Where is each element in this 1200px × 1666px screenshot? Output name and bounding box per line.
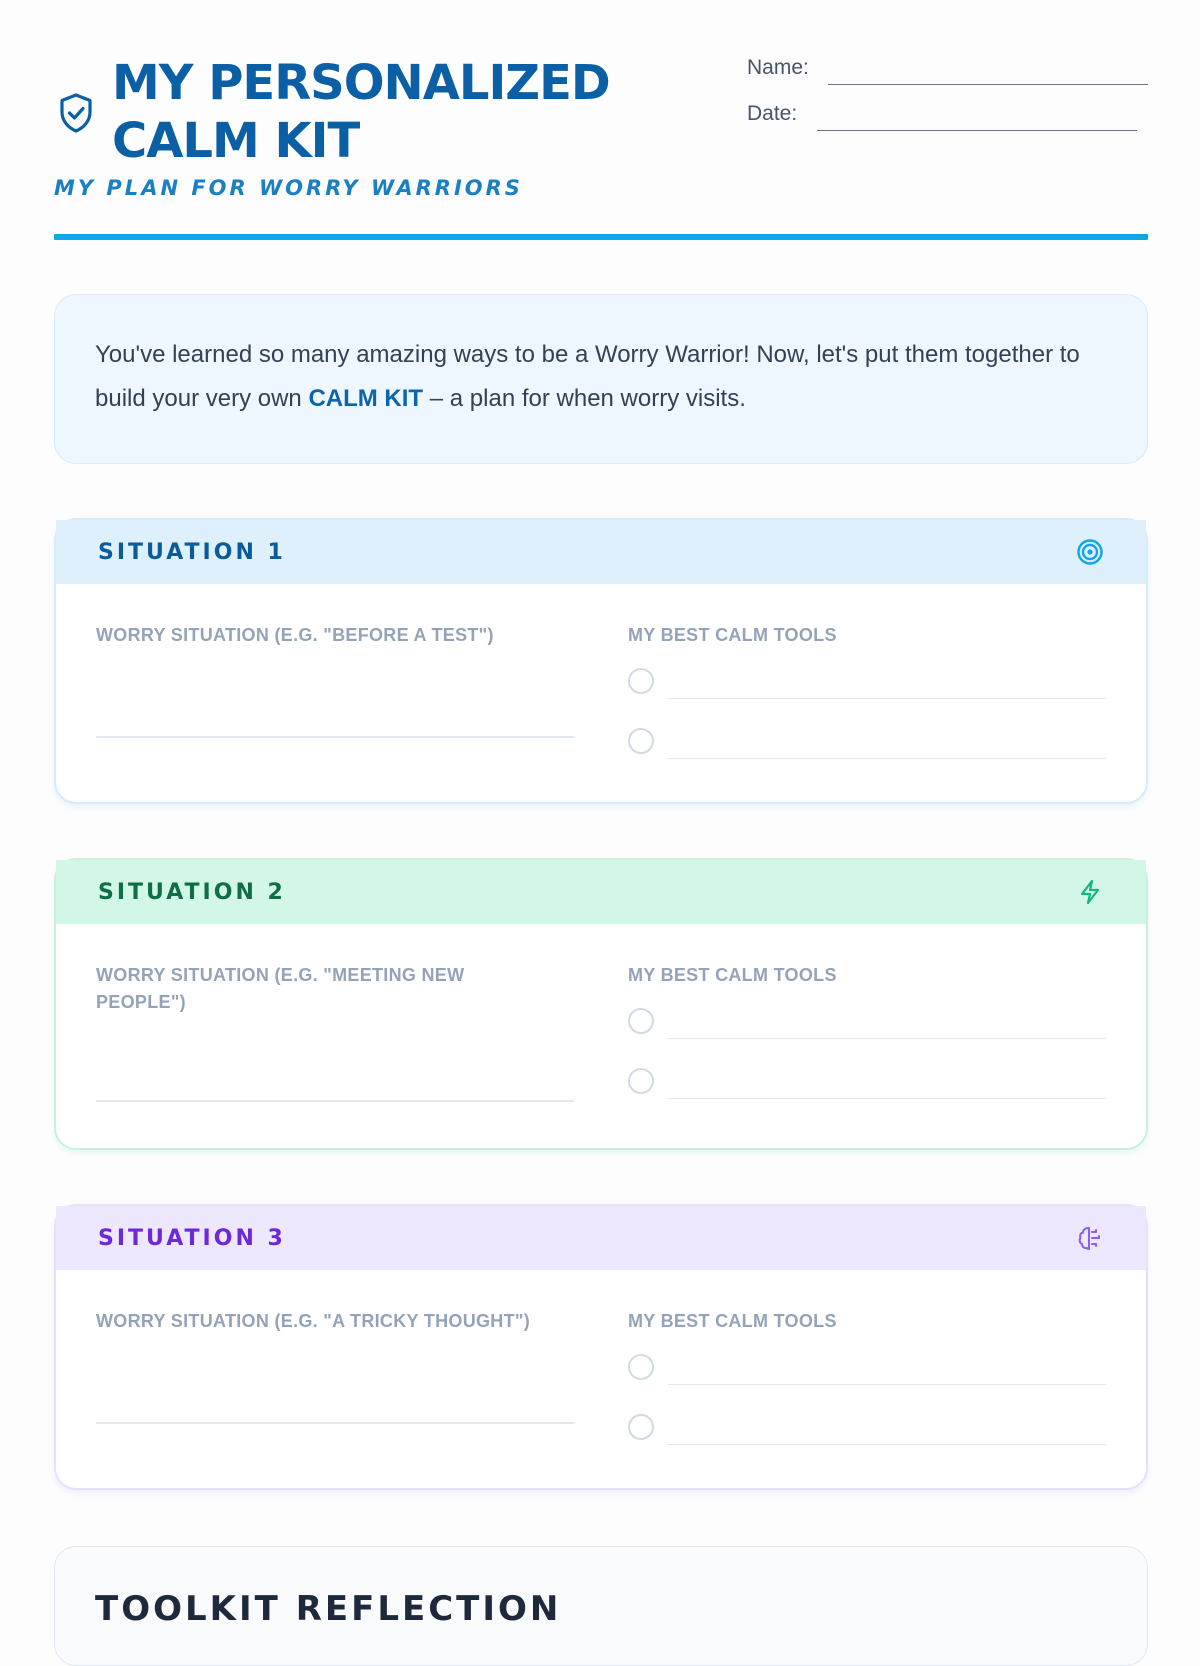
date-field[interactable] (817, 130, 1137, 131)
situation-header (56, 520, 1146, 584)
intro-text-after: – a plan for when worry visits. (423, 385, 746, 412)
intro-highlight: CALM KIT (308, 385, 424, 412)
tool-checkbox[interactable] (628, 1354, 654, 1380)
lightning-icon (1076, 878, 1104, 906)
worry-situation-label: WORRY SITUATION (E.G. "A TRICKY THOUGHT") (96, 1311, 531, 1331)
reflection-title: TOOLKIT REFLECTION (95, 1589, 562, 1629)
tool-field[interactable] (668, 1098, 1106, 1099)
intro-box (54, 294, 1148, 464)
header (54, 50, 1148, 242)
tool-checkbox[interactable] (628, 1068, 654, 1094)
tool-checkbox[interactable] (628, 668, 654, 694)
tool-field[interactable] (668, 1038, 1106, 1039)
tool-checkbox[interactable] (628, 728, 654, 754)
name-label: Name: (747, 56, 809, 79)
target-icon (1076, 538, 1104, 566)
situation-title: SITUATION 1 (98, 540, 286, 565)
tool-checkbox[interactable] (628, 1414, 654, 1440)
tool-field[interactable] (668, 1444, 1106, 1445)
page-subtitle: MY PLAN FOR WORRY WARRIORS (54, 176, 523, 200)
name-date-block (747, 56, 1148, 148)
calm-tools-label: MY BEST CALM TOOLS (628, 1311, 837, 1331)
name-field[interactable] (828, 84, 1148, 85)
worry-situation-label: WORRY SITUATION (E.G. "MEETING NEW PEOPLE") (96, 965, 465, 1012)
situation-header (56, 860, 1146, 924)
situation-card-3 (54, 1204, 1148, 1490)
date-row (747, 102, 1148, 148)
worry-situation-label: WORRY SITUATION (E.G. "BEFORE A TEST") (96, 625, 494, 645)
date-label: Date: (747, 102, 798, 125)
calm-tools-label: MY BEST CALM TOOLS (628, 965, 837, 985)
calm-tools-label: MY BEST CALM TOOLS (628, 625, 837, 645)
worry-situation-field[interactable] (96, 1100, 574, 1102)
toolkit-reflection-box (54, 1546, 1148, 1666)
page-title: MY PERSONALIZED CALM KIT (112, 55, 610, 169)
situation-card-1 (54, 518, 1148, 804)
intro-text-before: You've learned so many amazing ways to be a Worry Warrior! Now, let's put them together to build your very own (95, 341, 1080, 412)
shield-check-icon (58, 92, 94, 134)
worry-situation-field[interactable] (96, 736, 574, 738)
brain-icon (1076, 1224, 1104, 1252)
tool-field[interactable] (668, 1384, 1106, 1385)
header-divider (54, 234, 1148, 240)
situation-title: SITUATION 3 (98, 1226, 286, 1251)
situation-header (56, 1206, 1146, 1270)
worry-situation-field[interactable] (96, 1422, 574, 1424)
tool-field[interactable] (668, 758, 1106, 759)
tool-field[interactable] (668, 698, 1106, 699)
situation-card-2 (54, 858, 1148, 1150)
name-row (747, 56, 1148, 102)
intro-text (95, 333, 1107, 421)
tool-checkbox[interactable] (628, 1008, 654, 1034)
situation-title: SITUATION 2 (98, 880, 286, 905)
